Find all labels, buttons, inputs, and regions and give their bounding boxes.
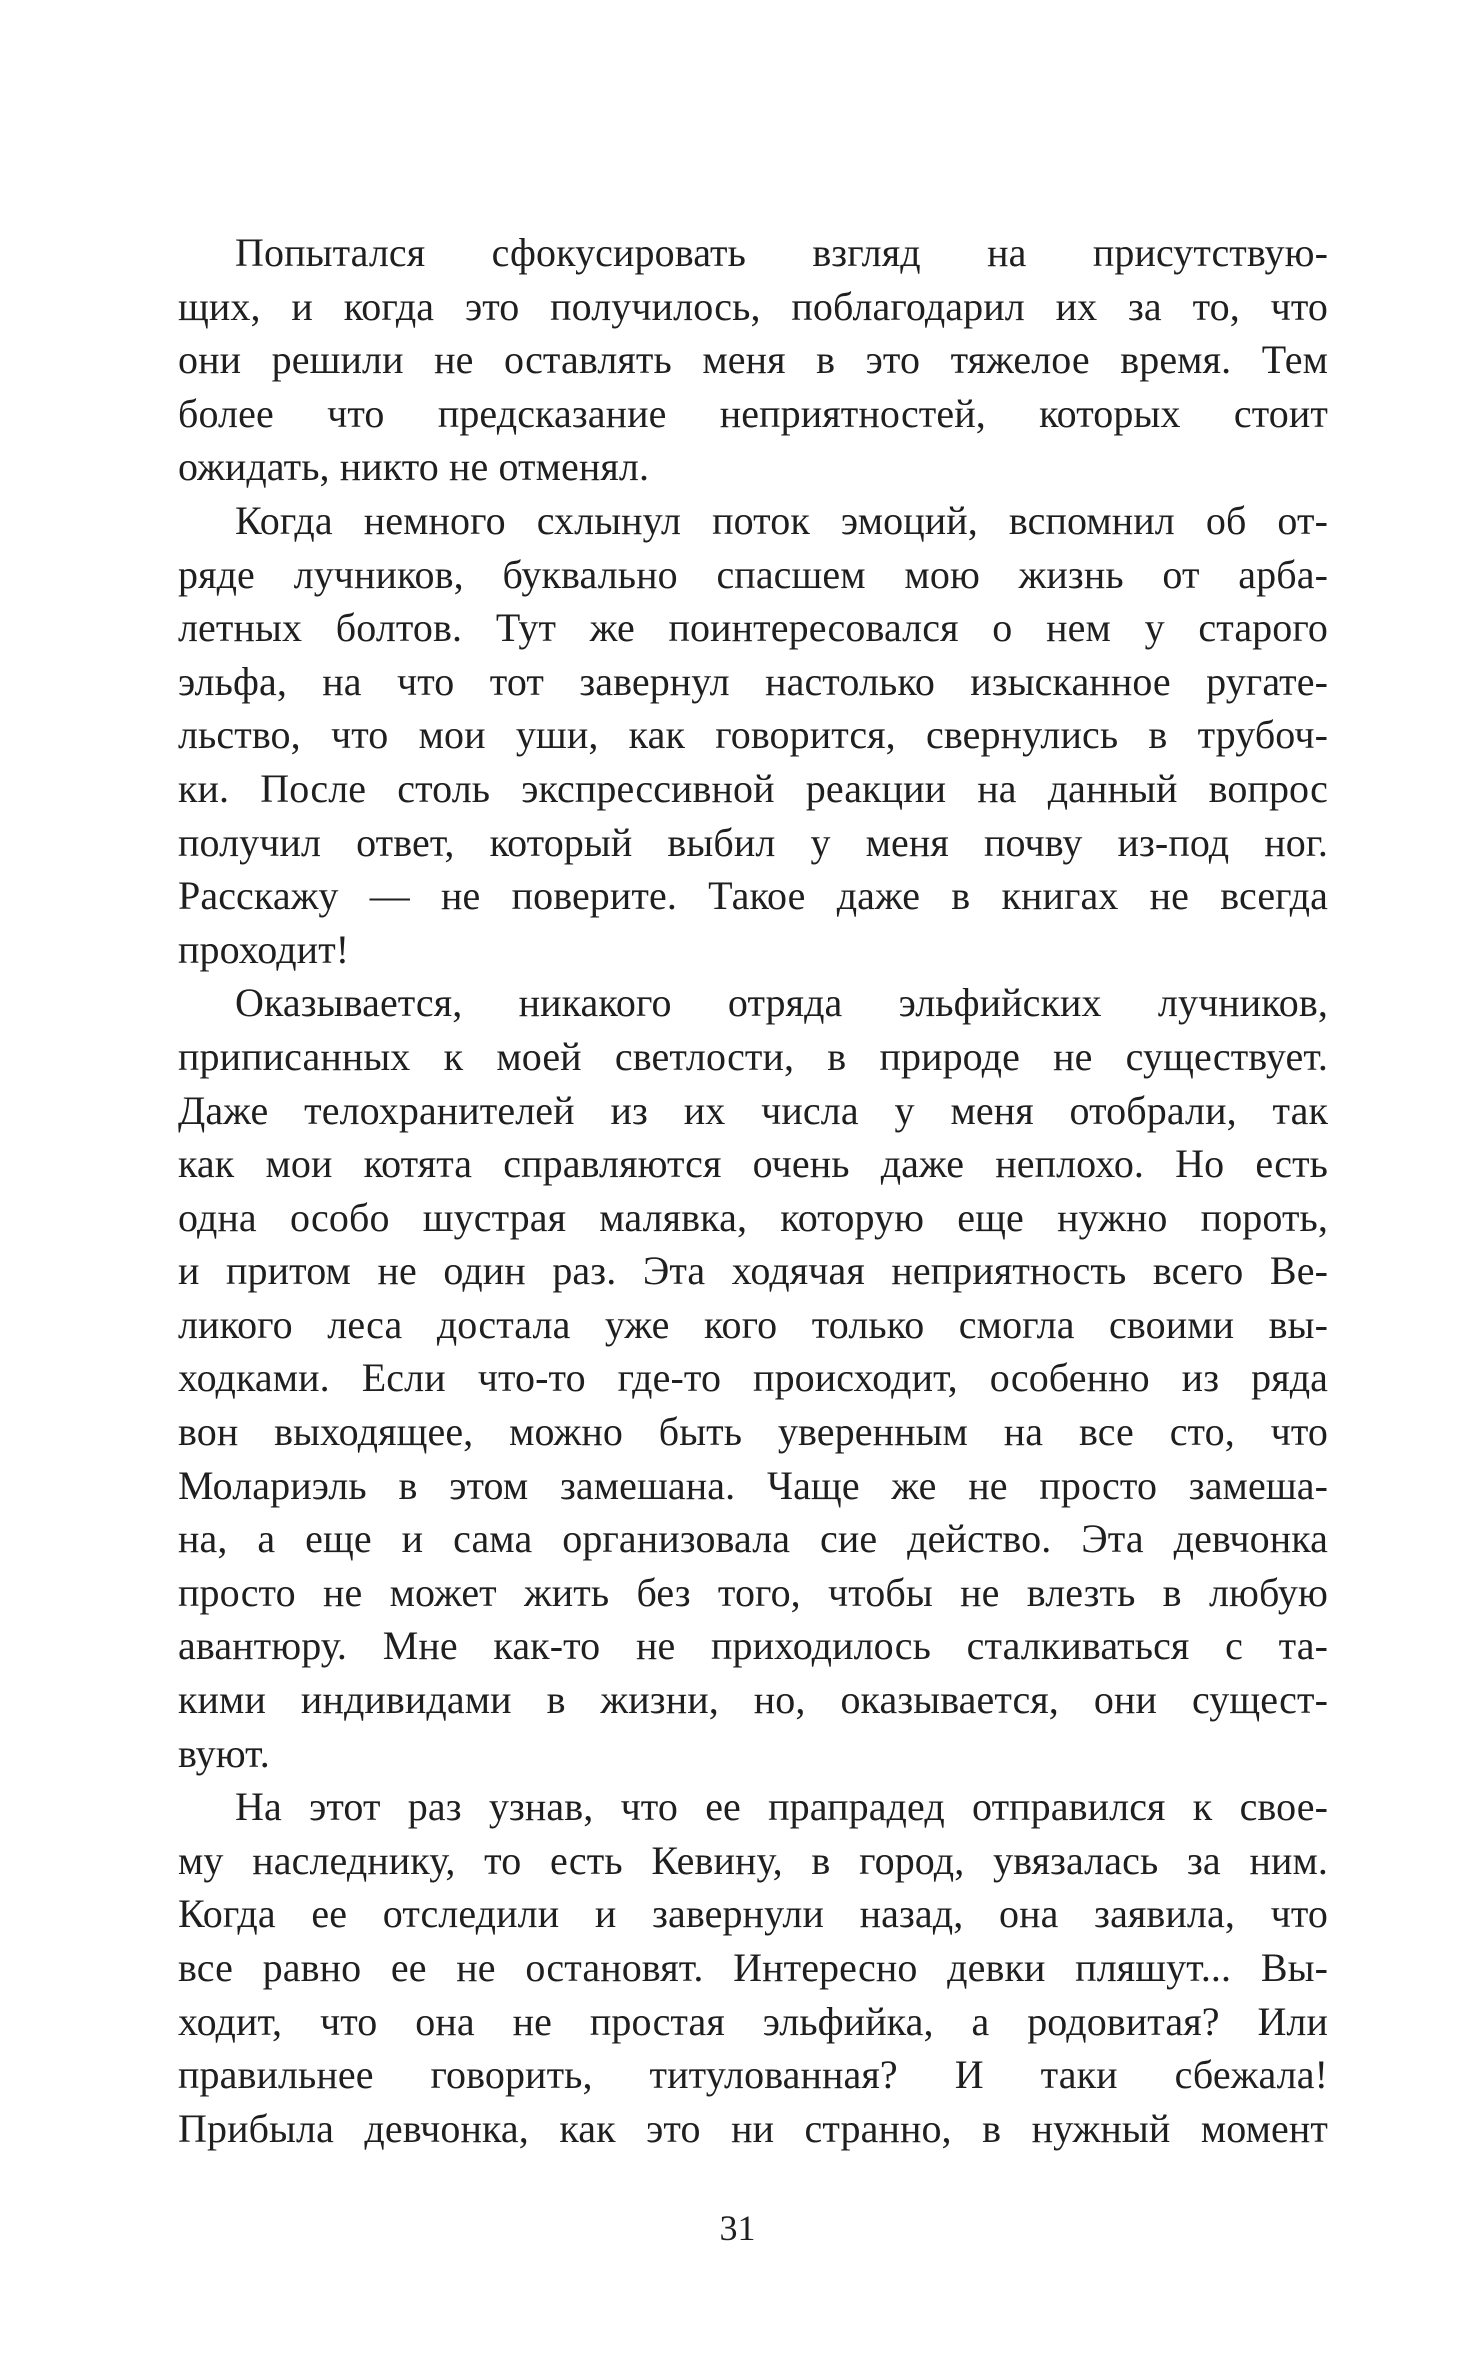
text-line: эльфа, на что тот завернул настолько изысканное ругате- (178, 658, 1328, 704)
text-line: Когда ее отследили и завернули назад, она заявила, что (178, 1891, 1328, 1937)
text-line: Молариэль в этом замешана. Чаще же не просто замеша- (178, 1462, 1328, 1508)
text-line: ходит, что она не простая эльфийка, а родовитая? Или (178, 1998, 1328, 2044)
text-line: щих, и когда это получилось, поблагодарил их за то, что (178, 283, 1328, 329)
paragraph-1 (178, 226, 1328, 494)
text-line: Когда немного схлынул поток эмоций, вспомнил об от- (235, 497, 1328, 543)
paragraph-3 (178, 976, 1328, 1780)
text-line: льство, что мои уши, как говорится, свернулись в трубоч- (178, 712, 1328, 758)
text-line: ходками. Если что-то где-то происходит, особенно из ряда (178, 1355, 1328, 1401)
text-line: ки. После столь экспрессивной реакции на данный вопрос (178, 765, 1328, 811)
body-text (178, 226, 1328, 2155)
text-line: одна особо шустрая малявка, которую еще нужно пороть, (178, 1194, 1328, 1240)
text-line: летных болтов. Тут же поинтересовался о нем у старого (178, 605, 1328, 651)
text-line: ожидать, никто не отменял. (178, 444, 650, 490)
text-line: более что предсказание неприятностей, которых стоит (178, 390, 1328, 436)
text-line: получил ответ, который выбил у меня почву из-под ног. (178, 819, 1328, 865)
text-line: вуют. (178, 1730, 270, 1776)
text-line: Попытался сфокусировать взгляд на присутствую- (235, 230, 1328, 275)
text-line: му наследнику, то есть Кевину, в город, увязалась за ним. (178, 1837, 1328, 1883)
text-line: авантюру. Мне как-то не приходилось сталкиваться с та- (178, 1623, 1328, 1669)
page-number: 31 (719, 2208, 756, 2248)
text-line: Оказывается, никакого отряда эльфийских лучников, (235, 980, 1328, 1026)
text-line: правильнее говорить, титулованная? И таки сбежала! (178, 2052, 1328, 2098)
paragraph-2 (178, 494, 1328, 976)
text-line: На этот раз узнав, что ее прапрадед отправился к свое- (235, 1784, 1328, 1830)
text-line: все равно ее не остановят. Интересно девки пляшут... Вы- (178, 1945, 1328, 1990)
text-line: Расскажу — не поверите. Такое даже в книгах не всегда (178, 873, 1328, 919)
text-line: проходит! (178, 926, 350, 972)
text-line: ряде лучников, буквально спасшем мою жизнь от арба- (178, 551, 1328, 597)
paragraph-4 (178, 1780, 1328, 2155)
text-line: на, а еще и сама организовала сие действо. Эта девчонка (178, 1516, 1328, 1562)
text-line: приписанных к моей светлости, в природе не существует. (178, 1033, 1328, 1079)
text-line: Прибыла девчонка, как это ни странно, в нужный момент (178, 2105, 1328, 2151)
text-line: ликого леса достала уже кого только смогла своими вы- (178, 1301, 1328, 1347)
text-line: кими индивидами в жизни, но, оказывается, они сущест- (178, 1677, 1328, 1723)
text-line: они решили не оставлять меня в это тяжелое время. Тем (178, 337, 1328, 383)
text-line: Даже телохранителей из их числа у меня отобрали, так (178, 1087, 1328, 1133)
text-line: и притом не один раз. Эта ходячая неприятность всего Ве- (178, 1248, 1328, 1294)
text-line: просто не может жить без того, чтобы не влезть в любую (178, 1569, 1328, 1615)
text-line: вон выходящее, можно быть уверенным на все сто, что (178, 1409, 1328, 1455)
text-line: как мои котята справляются очень даже неплохо. Но есть (178, 1141, 1328, 1187)
